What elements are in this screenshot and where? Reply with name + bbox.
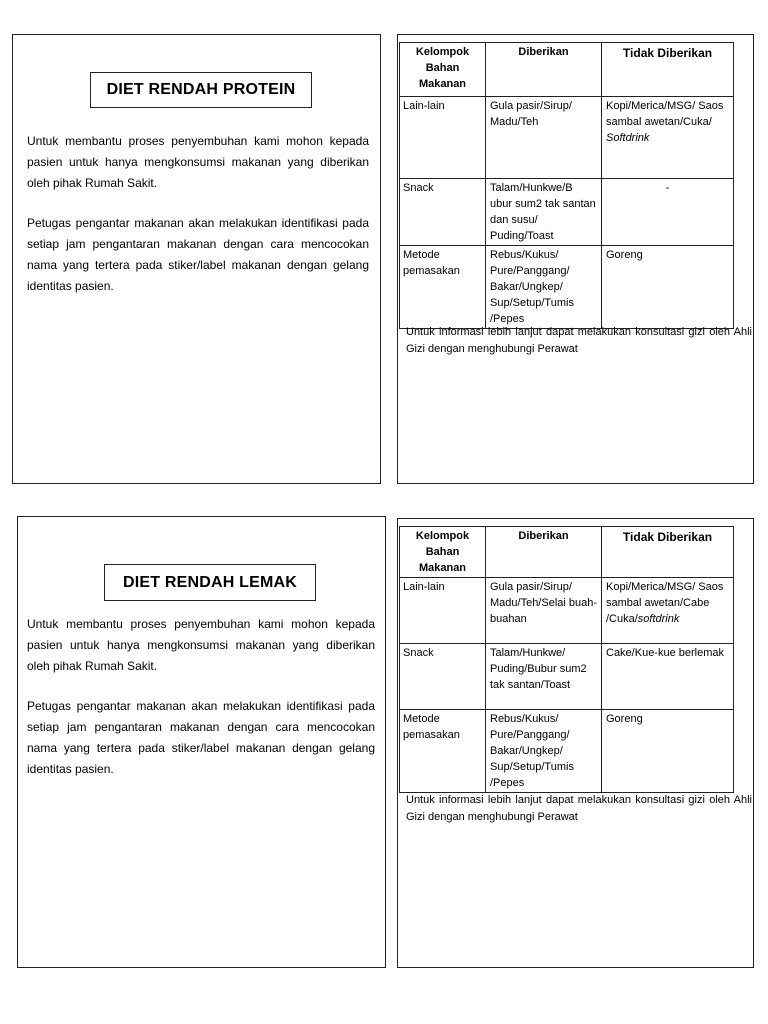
- cell-not-given-text: Kopi/Merica/MSG/ Saos sambal awetan/Cabe /Cuka/: [606, 581, 724, 625]
- cell-not-given: Goreng: [602, 710, 734, 793]
- cell-group: Lain-lain: [400, 578, 486, 644]
- header-given: Diberikan: [486, 527, 602, 578]
- cell-given: Talam/Hunkwe/B ubur sum2 tak santan dan susu/ Puding/Toast: [486, 179, 602, 246]
- table-card-right-protein: [397, 34, 754, 484]
- intro-paragraph: Untuk membantu proses penyembuhan kami mohon kepada pasien untuk hanya mengkonsumsi makanan yang diberikan oleh pihak Rumah Sakit.: [27, 617, 375, 673]
- table-header-row: [400, 43, 734, 97]
- table-row: [400, 179, 734, 246]
- table-card-right-fat: [397, 518, 754, 968]
- delivery-paragraph: Petugas pengantar makanan akan melakukan identifikasi pada setiap jam pengantaran makanan dengan cara mencocokan nama yang tertera pada stiker/label makanan dengan gelang identitas pasien.: [27, 216, 369, 293]
- table-row: [400, 578, 734, 644]
- table-row: [400, 97, 734, 179]
- header-given: Diberikan: [486, 43, 602, 97]
- cell-given: Gula pasir/Sirup/ Madu/Teh: [486, 97, 602, 179]
- info-card-left-fat: [17, 516, 386, 968]
- cell-not-given: [602, 578, 734, 644]
- cell-group: Snack: [400, 179, 486, 246]
- cell-not-given: Goreng: [602, 246, 734, 329]
- cell-not-given-text: Kopi/Merica/MSG/ Saos sambal awetan/Cuka/: [606, 100, 724, 128]
- cell-group: Lain-lain: [400, 97, 486, 179]
- consultation-note: Untuk informasi lebih lanjut dapat melakukan konsultasi gizi oleh Ahli Gizi dengan menghubungi Perawat: [406, 326, 752, 355]
- header-food-group: Kelompok Bahan Makanan: [400, 43, 486, 97]
- consultation-note: Untuk informasi lebih lanjut dapat melakukan konsultasi gizi oleh Ahli Gizi dengan menghubungi Perawat: [406, 794, 752, 823]
- header-not-given: Tidak Diberikan: [602, 43, 734, 97]
- cell-not-given-italic: softdrink: [637, 613, 680, 625]
- cell-not-given: -: [602, 179, 734, 246]
- diet-title: DIET RENDAH LEMAK: [104, 564, 316, 601]
- diet-title: DIET RENDAH PROTEIN: [90, 72, 312, 108]
- cell-given: Rebus/Kukus/ Pure/Panggang/ Bakar/Ungkep/ Sup/Setup/Tumis /Pepes: [486, 246, 602, 329]
- cell-not-given: [602, 97, 734, 179]
- cell-group: Metode pemasakan: [400, 246, 486, 329]
- cell-not-given-italic: Softdrink: [606, 132, 650, 144]
- cell-given: Rebus/Kukus/ Pure/Panggang/ Bakar/Ungkep/ Sup/Setup/Tumis /Pepes: [486, 710, 602, 793]
- cell-not-given: Cake/Kue-kue berlemak: [602, 644, 734, 710]
- cell-given: Talam/Hunkwe/ Puding/Bubur sum2 tak santan/Toast: [486, 644, 602, 710]
- table-row: [400, 644, 734, 710]
- diet-food-table: [399, 526, 734, 793]
- intro-paragraph: Untuk membantu proses penyembuhan kami mohon kepada pasien untuk hanya mengkonsumsi makanan yang diberikan oleh pihak Rumah Sakit.: [27, 134, 369, 190]
- cell-group: Metode pemasakan: [400, 710, 486, 793]
- cell-given: Gula pasir/Sirup/ Madu/Teh/Selai buah-buahan: [486, 578, 602, 644]
- table-row: [400, 246, 734, 329]
- info-card-left-protein: [12, 34, 381, 484]
- header-not-given: Tidak Diberikan: [602, 527, 734, 578]
- diet-food-table: [399, 42, 734, 329]
- cell-group: Snack: [400, 644, 486, 710]
- header-food-group: Kelompok Bahan Makanan: [400, 527, 486, 578]
- delivery-paragraph: Petugas pengantar makanan akan melakukan identifikasi pada setiap jam pengantaran makanan dengan cara mencocokan nama yang tertera pada stiker/label makanan dengan gelang identitas pasien.: [27, 699, 375, 776]
- table-header-row: [400, 527, 734, 578]
- table-row: [400, 710, 734, 793]
